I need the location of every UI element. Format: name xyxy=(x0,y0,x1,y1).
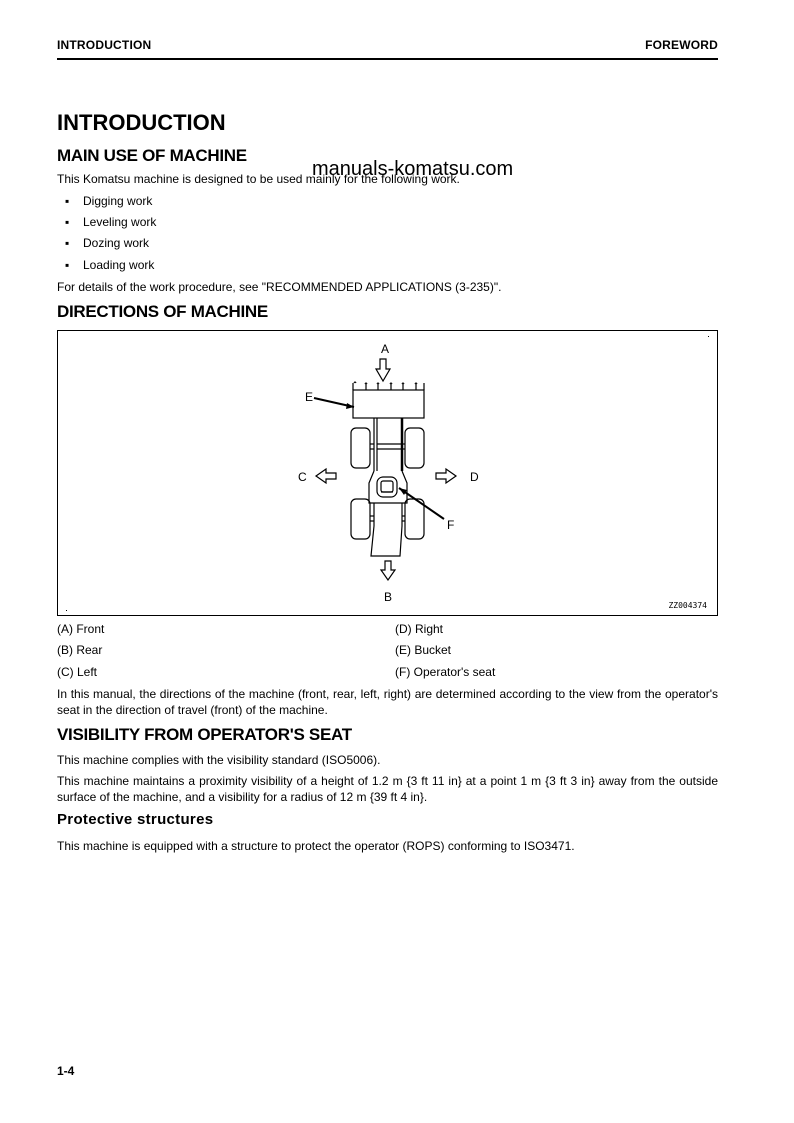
main-use-intro: This Komatsu machine is designed to be used mainly for the following work. xyxy=(57,172,460,186)
protective-para: This machine is equipped with a structure to protect the operator (ROPS) conforming to ISO3471. xyxy=(57,839,575,853)
legend-item: (B) Rear xyxy=(57,643,103,657)
legend-item: (C) Left xyxy=(57,665,98,679)
legend-item: (A) Front xyxy=(57,622,105,636)
svg-text:D: D xyxy=(470,470,479,484)
page-title: INTRODUCTION xyxy=(57,110,226,135)
heading-protective-structures: Protective structures xyxy=(57,811,214,828)
page-header xyxy=(57,38,718,60)
svg-text:F: F xyxy=(447,518,455,532)
svg-text:A: A xyxy=(380,342,390,356)
heading-visibility: VISIBILITY FROM OPERATOR'S SEAT xyxy=(57,725,352,744)
page-number: 1-4 xyxy=(57,1064,75,1078)
watermark: manuals-komatsu.com xyxy=(312,158,514,180)
legend-item: (F) Operator's seat xyxy=(395,665,496,679)
legend-item: (E) Bucket xyxy=(395,643,452,657)
figure-id: ZZ004374 xyxy=(668,601,707,610)
directions-figure xyxy=(57,330,718,616)
header-chapter-title: FOREWORD xyxy=(645,38,718,52)
heading-main-use: MAIN USE OF MACHINE xyxy=(57,146,247,165)
svg-text:C: C xyxy=(298,470,307,484)
svg-text:E: E xyxy=(305,390,314,404)
machine-diagram-icon xyxy=(58,331,717,615)
main-use-note: For details of the work procedure, see "RECOMMENDED APPLICATIONS (3-235)". xyxy=(57,280,502,294)
bullet-icon: ▪ xyxy=(65,215,70,229)
bullet-icon: ▪ xyxy=(65,236,70,250)
visibility-para-1: This machine complies with the visibility standard (ISO5006). xyxy=(57,753,381,767)
bullet-icon: ▪ xyxy=(65,194,70,208)
directions-description: In this manual, the directions of the machine (front, rear, left, right) are determined according to the view from the operator's seat in the direction of travel (front) of the machine. xyxy=(57,687,718,717)
header-section-title: INTRODUCTION xyxy=(57,38,152,52)
legend-item: (D) Right xyxy=(395,622,444,636)
visibility-para-2: This machine maintains a proximity visibility of a height of 1.2 m {3 ft 11 in} at a point 1 m {3 ft 3 in} away from the outside surface of the machine, and a visibility for a radius of 12 m {39 ft 4 in}. xyxy=(57,774,718,804)
svg-text:B: B xyxy=(383,590,393,604)
heading-directions: DIRECTIONS OF MACHINE xyxy=(57,302,268,321)
bullet-icon: ▪ xyxy=(65,258,70,272)
